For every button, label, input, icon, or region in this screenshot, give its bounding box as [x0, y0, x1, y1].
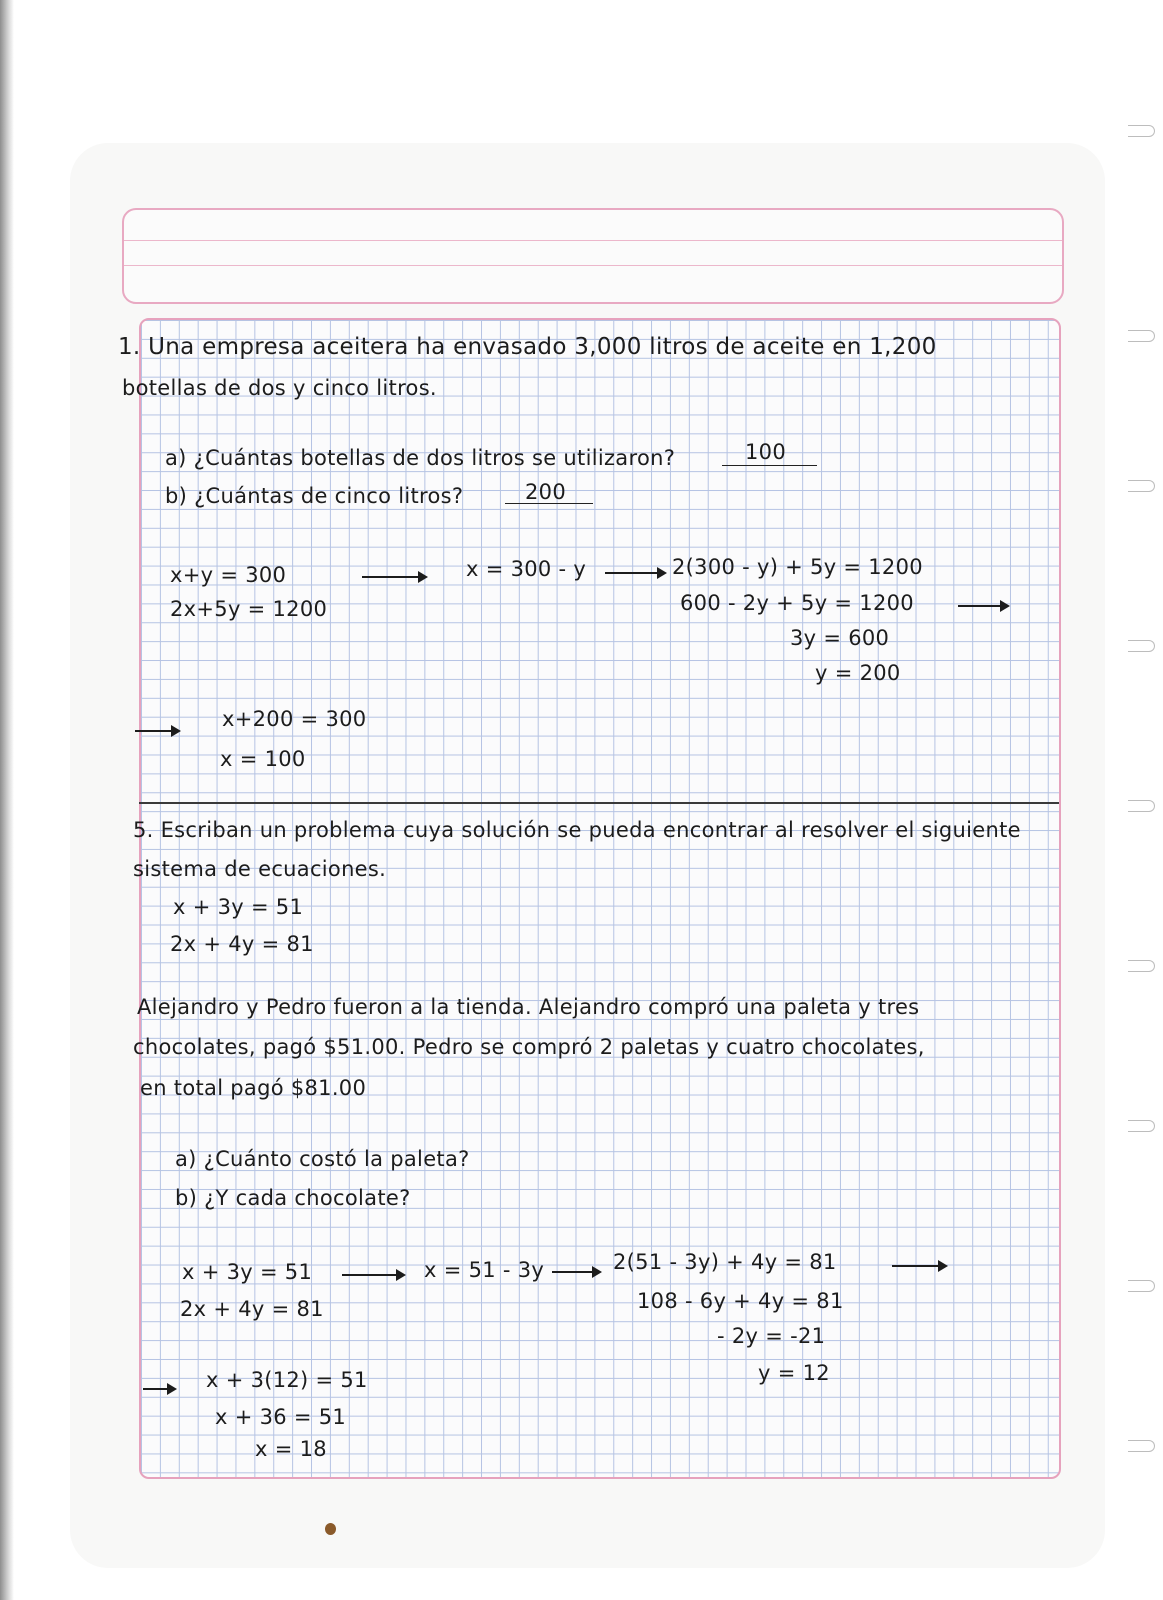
problem5-eq1: x + 3y = 51: [182, 1260, 313, 1284]
spiral-hole: [1128, 125, 1155, 137]
spiral-hole: [1128, 480, 1155, 492]
spiral-hole: [1128, 1280, 1155, 1292]
problem5-statement-line1: 5. Escriban un problema cuya solución se pueda encontrar al resolver el siguiente: [133, 818, 1021, 842]
problem5-story-line1: Alejandro y Pedro fueron a la tienda. Alejandro compró una paleta y tres: [137, 995, 920, 1019]
spiral-hole: [1128, 1440, 1155, 1452]
problem1-back1: x+200 = 300: [222, 707, 367, 731]
arrow-icon: [552, 1271, 598, 1273]
arrow-icon: [143, 1388, 173, 1390]
spiral-hole: [1128, 330, 1155, 342]
section-divider: [139, 802, 1059, 804]
problem1-isolate: x = 300 - y: [466, 557, 587, 581]
spiral-hole: [1128, 960, 1155, 972]
problem5-sub3: - 2y = -21: [717, 1324, 826, 1348]
problem1-question-a: a) ¿Cuántas botellas de dos litros se utilizaron?: [165, 446, 676, 470]
problem5-sub4: y = 12: [758, 1361, 830, 1385]
header-rule: [124, 240, 1062, 241]
arrow-icon: [342, 1274, 402, 1276]
problem5-system-eq1: x + 3y = 51: [173, 895, 304, 919]
problem5-eq2: 2x + 4y = 81: [180, 1297, 324, 1321]
problem1-eq1: x+y = 300: [170, 563, 287, 587]
problem5-question-b: b) ¿Y cada chocolate?: [175, 1186, 411, 1210]
problem1-statement-line2: botellas de dos y cinco litros.: [122, 376, 437, 400]
answer-blank-a: [722, 465, 817, 466]
page-edge-shadow: [0, 0, 14, 1600]
header-rule: [124, 265, 1062, 266]
spiral-hole: [1128, 800, 1155, 812]
problem1-sub1: 2(300 - y) + 5y = 1200: [672, 555, 923, 579]
spiral-hole: [1128, 640, 1155, 652]
ink-blot: [325, 1523, 336, 1535]
problem5-statement-line2: sistema de ecuaciones.: [133, 857, 387, 881]
arrow-icon: [605, 572, 663, 574]
problem5-isolate: x = 51 - 3y: [424, 1258, 545, 1282]
arrow-icon: [892, 1265, 944, 1267]
problem5-back2: x + 36 = 51: [215, 1405, 347, 1429]
problem1-eq2: 2x+5y = 1200: [170, 597, 328, 621]
problem1-back2: x = 100: [220, 747, 306, 771]
problem5-back1: x + 3(12) = 51: [206, 1368, 368, 1392]
problem5-sub2: 108 - 6y + 4y = 81: [637, 1289, 844, 1313]
problem5-story-line2: chocolates, pagó $51.00. Pedro se compró 2 paletas y cuatro chocolates,: [133, 1035, 925, 1059]
problem5-question-a: a) ¿Cuánto costó la paleta?: [175, 1147, 470, 1171]
problem1-statement-line1: 1. Una empresa aceitera ha envasado 3,000 litros de aceite en 1,200: [118, 334, 937, 360]
problem1-question-b: b) ¿Cuántas de cinco litros?: [165, 484, 464, 508]
arrow-icon: [362, 576, 424, 578]
problem5-sub1: 2(51 - 3y) + 4y = 81: [613, 1250, 837, 1274]
answer-blank-b: [505, 503, 593, 504]
problem1-answer-b: 200: [525, 480, 566, 504]
spiral-hole: [1128, 1120, 1155, 1132]
problem1-answer-a: 100: [745, 440, 786, 464]
problem1-sub2: 600 - 2y + 5y = 1200: [680, 591, 914, 615]
problem1-sub3: 3y = 600: [790, 626, 890, 650]
header-box: [122, 208, 1064, 304]
problem5-story-line3: en total pagó $81.00: [140, 1076, 367, 1100]
arrow-icon: [958, 605, 1006, 607]
arrow-icon: [135, 730, 177, 732]
problem1-sub4: y = 200: [815, 661, 901, 685]
problem5-back3: x = 18: [255, 1437, 327, 1461]
problem5-system-eq2: 2x + 4y = 81: [170, 932, 314, 956]
